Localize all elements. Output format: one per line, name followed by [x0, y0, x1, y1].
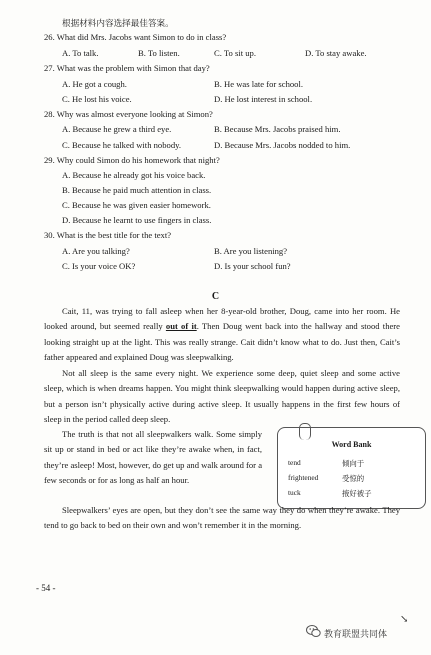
- instruction: 根据材料内容选择最佳答案。: [62, 18, 174, 28]
- paragraph-3: The truth is that not all sleepwalkers walk. Some simply sit up or stand in bed or act like they’re awake when, in fact, they’re asleep! Most, however, do get up and walk around for a few seconds or for as long as half an hour.: [44, 429, 263, 486]
- q30-option-c[interactable]: C. Is your voice OK?: [62, 261, 136, 271]
- question-27-stem: 27. What was the problem with Simon that day?: [44, 63, 210, 73]
- paragraph-4: Sleepwalkers’ eyes are open, but they don’t see the same way they do when they’re awake. They tend to go back to bed on their own and won’t remember it in the morning.: [44, 505, 400, 531]
- q26-option-a[interactable]: A. To talk.: [62, 48, 99, 58]
- question-28-stem: 28. Why was almost everyone looking at Simon?: [44, 109, 213, 119]
- watermark-text: 教育联盟共同体: [324, 629, 388, 639]
- q30-option-a[interactable]: A. Are you talking?: [62, 246, 130, 256]
- word-bank-entry: [288, 458, 365, 468]
- q29-option-b[interactable]: B. Because he paid much attention in class.: [62, 185, 212, 195]
- question-29-stem: 29. Why could Simon do his homework that night?: [44, 155, 220, 165]
- watermark: [324, 627, 387, 640]
- paper-clip-icon: [299, 423, 311, 440]
- word-bank-word: frightened: [288, 473, 319, 482]
- q27-option-d[interactable]: D. He lost interest in school.: [214, 94, 313, 104]
- paragraph-1-end: . Then Doug went back into the hallway and stood there looking straight up at the light. This was really strange. Cait didn’t know what to do. Just then, Cait’s father appeared and explained Doug was sleepwalking.: [44, 321, 400, 363]
- q27-option-b[interactable]: B. He was late for school.: [214, 79, 304, 89]
- word-bank-entry: [288, 473, 365, 483]
- question-30-stem: 30. What is the best title for the text?: [44, 230, 172, 240]
- q26-option-c[interactable]: C. To sit up.: [214, 48, 256, 58]
- q30-option-b[interactable]: B. Are you listening?: [214, 246, 288, 256]
- q28-option-c[interactable]: C. Because he talked with nobody.: [62, 140, 182, 150]
- paragraph-1: [44, 304, 400, 366]
- q29-option-c[interactable]: C. Because he was given easier homework.: [62, 200, 211, 210]
- q28-option-b[interactable]: B. Because Mrs. Jacobs praised him.: [214, 124, 341, 134]
- q27-option-c[interactable]: C. He lost his voice.: [62, 94, 132, 104]
- page-number: - 54 -: [36, 583, 56, 593]
- word-bank-title: Word Bank: [331, 440, 372, 449]
- q26-option-b[interactable]: B. To listen.: [138, 48, 180, 58]
- word-bank-word: tend: [288, 458, 301, 467]
- question-26-stem: 26. What did Mrs. Jacobs want Simon to do in class?: [44, 32, 227, 42]
- word-bank-meaning: 掖好被子: [342, 489, 372, 498]
- corner-arrow-mark: ↘: [400, 614, 409, 625]
- q28-option-a[interactable]: A. Because he grew a third eye.: [62, 124, 172, 134]
- word-bank-meaning: 受惊的: [342, 474, 365, 483]
- section-title: C: [211, 291, 220, 302]
- q26-option-d[interactable]: D. To stay awake.: [305, 48, 367, 58]
- q29-option-d[interactable]: D. Because he learnt to use fingers in class.: [62, 215, 212, 225]
- q28-option-d[interactable]: D. Because Mrs. Jacobs nodded to him.: [214, 140, 351, 150]
- paragraph-2: Not all sleep is the same every night. We experience some deep, quiet sleep and some active sleep, which is when dreams happen. You might think sleepwalking would happen during active sleep, but a person isn’t physically active during active sleep. It usually happens in the first few hours of sleep in the period called deep sleep.: [44, 368, 400, 425]
- q29-option-a[interactable]: A. Because he already got his voice back.: [62, 170, 206, 180]
- word-bank-word: tuck: [288, 488, 301, 497]
- q30-option-d[interactable]: D. Is your school fun?: [214, 261, 291, 271]
- wechat-icon: [306, 624, 321, 638]
- word-bank-meaning: 倾向于: [342, 459, 365, 468]
- paragraph-1-start: Cait, 11, was trying to fall asleep when her 8-year-old brother, Doug, came into her room. He looked around, but seemed really: [44, 306, 400, 332]
- word-bank-entry: [288, 488, 372, 498]
- q27-option-a[interactable]: A. He got a cough.: [62, 79, 127, 89]
- word-bank: [277, 427, 426, 509]
- underlined-phrase: out of it: [165, 321, 197, 332]
